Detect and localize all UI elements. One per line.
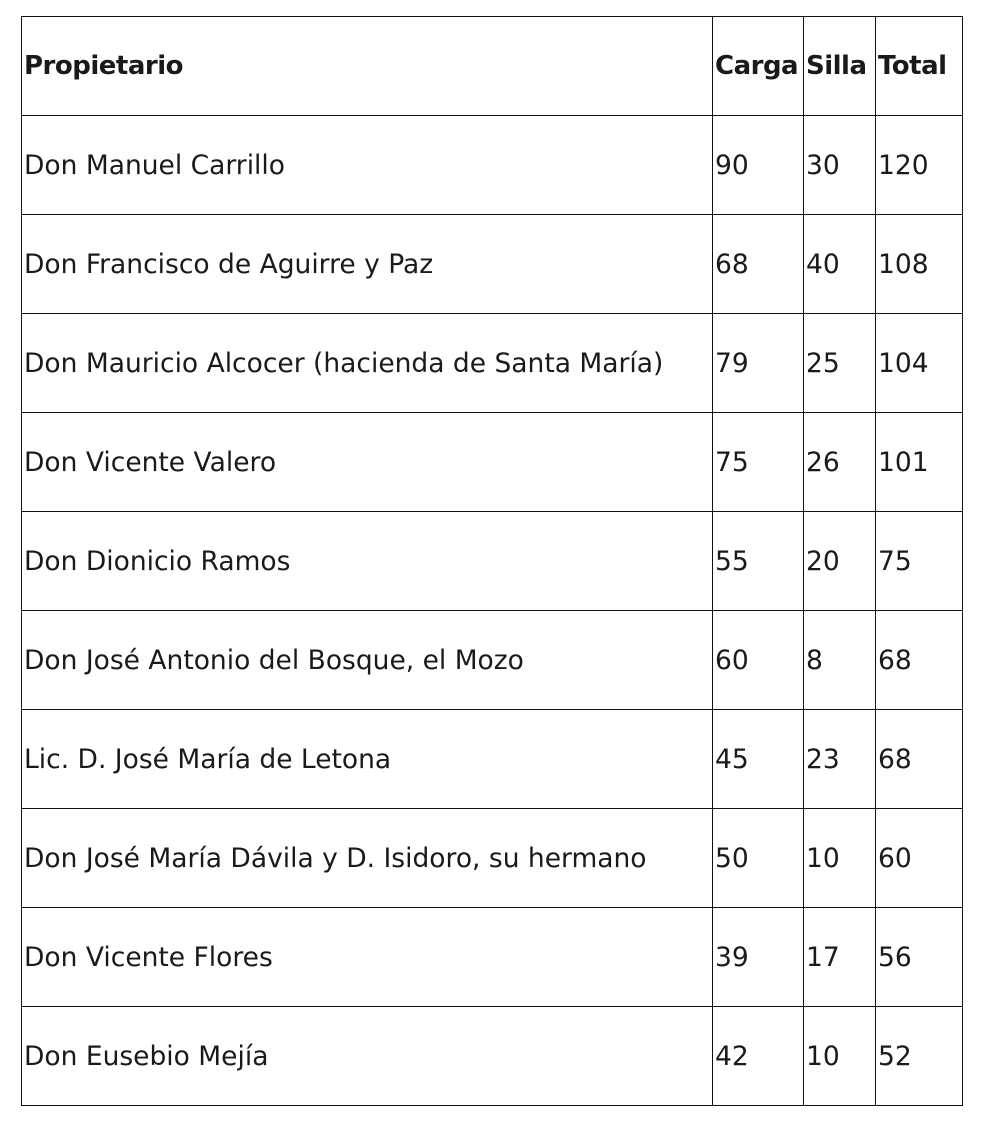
cell-silla: 17 — [804, 908, 876, 1007]
cell-carga: 50 — [713, 809, 804, 908]
cell-silla: 40 — [804, 215, 876, 314]
cell-total: 52 — [876, 1007, 963, 1106]
cell-silla: 25 — [804, 314, 876, 413]
header-row — [22, 17, 963, 116]
cell-carga: 45 — [713, 710, 804, 809]
table-row — [22, 809, 963, 908]
cell-total: 60 — [876, 809, 963, 908]
header-propietario: Propietario — [22, 17, 713, 116]
cell-carga: 60 — [713, 611, 804, 710]
table-row — [22, 116, 963, 215]
table-header — [22, 17, 963, 116]
table-row — [22, 710, 963, 809]
cell-total: 104 — [876, 314, 963, 413]
cell-propietario: Don José María Dávila y D. Isidoro, su hermano — [22, 809, 713, 908]
cell-total: 108 — [876, 215, 963, 314]
table-row — [22, 512, 963, 611]
cell-carga: 42 — [713, 1007, 804, 1106]
cell-carga: 79 — [713, 314, 804, 413]
cell-total: 120 — [876, 116, 963, 215]
cell-total: 68 — [876, 710, 963, 809]
cell-silla: 30 — [804, 116, 876, 215]
data-table-container — [21, 16, 963, 1106]
cell-silla: 26 — [804, 413, 876, 512]
cell-propietario: Don Manuel Carrillo — [22, 116, 713, 215]
table-row — [22, 215, 963, 314]
cell-silla: 10 — [804, 1007, 876, 1106]
cell-total: 56 — [876, 908, 963, 1007]
propietarios-table — [21, 16, 963, 1106]
cell-carga: 75 — [713, 413, 804, 512]
cell-propietario: Don Mauricio Alcocer (hacienda de Santa María) — [22, 314, 713, 413]
cell-propietario: Don Francisco de Aguirre y Paz — [22, 215, 713, 314]
table-row — [22, 611, 963, 710]
cell-total: 101 — [876, 413, 963, 512]
cell-total: 75 — [876, 512, 963, 611]
cell-silla: 23 — [804, 710, 876, 809]
cell-propietario: Don Vicente Valero — [22, 413, 713, 512]
table-row — [22, 413, 963, 512]
table-row — [22, 908, 963, 1007]
header-total: Total — [876, 17, 963, 116]
cell-carga: 90 — [713, 116, 804, 215]
cell-carga: 39 — [713, 908, 804, 1007]
table-row — [22, 1007, 963, 1106]
cell-propietario: Don José Antonio del Bosque, el Mozo — [22, 611, 713, 710]
cell-total: 68 — [876, 611, 963, 710]
cell-silla: 8 — [804, 611, 876, 710]
cell-silla: 10 — [804, 809, 876, 908]
cell-propietario: Don Dionicio Ramos — [22, 512, 713, 611]
table-row — [22, 314, 963, 413]
cell-silla: 20 — [804, 512, 876, 611]
header-silla: Silla — [804, 17, 876, 116]
cell-propietario: Lic. D. José María de Letona — [22, 710, 713, 809]
header-carga: Carga — [713, 17, 804, 116]
cell-propietario: Don Eusebio Mejía — [22, 1007, 713, 1106]
table-body — [22, 116, 963, 1106]
cell-propietario: Don Vicente Flores — [22, 908, 713, 1007]
cell-carga: 55 — [713, 512, 804, 611]
cell-carga: 68 — [713, 215, 804, 314]
